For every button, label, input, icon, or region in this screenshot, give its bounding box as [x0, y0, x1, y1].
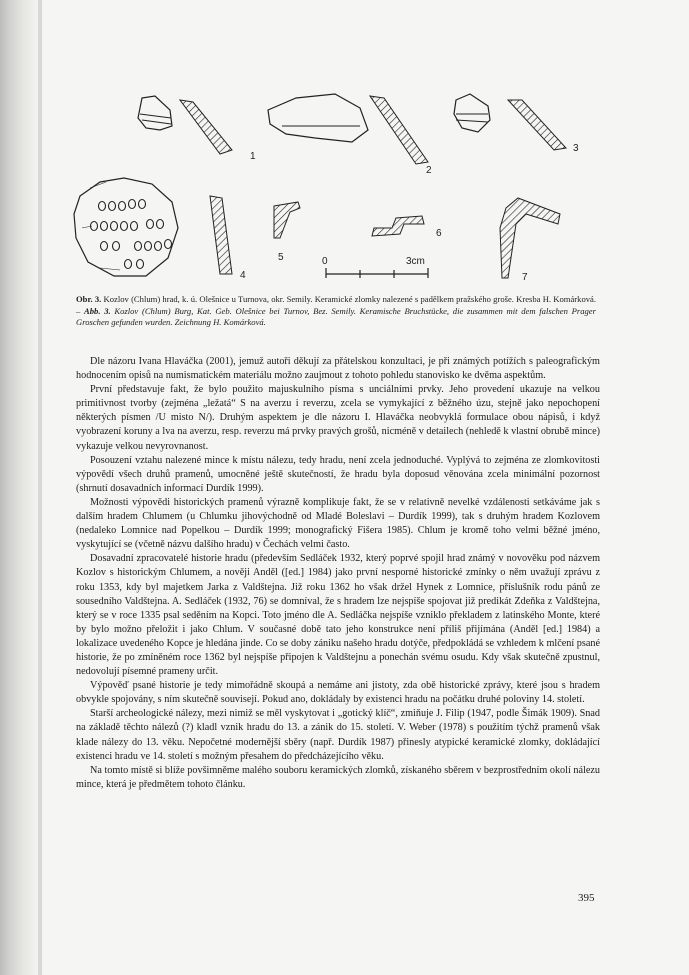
- fragment-6-drawing: [372, 216, 442, 239]
- fragment-4-drawing: [74, 178, 246, 281]
- caption-label-de: Abb. 3.: [84, 305, 111, 316]
- scan-edge: [0, 0, 40, 975]
- scale-label-start: 0: [322, 256, 328, 267]
- figure-caption: [76, 294, 596, 329]
- scale-label-end: 3cm: [406, 256, 425, 267]
- paragraph: Dosavadní zpracovatelé historie hradu (především Sedláček 1932, který poprvé spojil hrad známý v novověku pod názvem Kozlov s historickým Chlumem, a nověji Anděl ([ed.] 1984) jako první nesporné historické zmínky o něm uvažují zprávu z roku 1353, kdy byl majetkem Jarka z Valdštejna. Již roku 1362 ho však držel Hynek z Lomnice, příslušník rodu pánů ze sousedního Valdštejna. A. Sedláček (1932, 76) se domníval, že s hradem lze nejspíše spojovat již predikát Zdeňka z Valdštejna, který se v roce 1335 psal seděním na Kopci. Toto jméno dle A. Sedláčka nejspíše vzniklo překladem z latinského Monte, které by bylo možno přeložit i jako Chlum. V současné době tato jeho konstrukce není příliš přijímána (Anděl [ed.] 1984) a lokalizace uvedeného Kopce je hledána jinde. Co se doby zániku našeho hradu dotýče, předpokládá se vzhledem k mlčení psané historie, že po zmíněném roce 1362 byl nejspíše připojen k Valdštejnu a ponechán svému osudu. Kdy však skutečně zpustnul, nedovolují písemné prameny určit.: [76, 553, 600, 678]
- fragment-label-4: 4: [240, 270, 246, 281]
- paragraph: První představuje fakt, že bylo použito majuskulního písma s unciálními prvky. Jeho provedení ukazuje na velkou primitivnost tvorby (zejména „ležatá“ S na averzu i reverzu, zcela se vymykající z běžného úzu, stejně jako nepochopení některých písmen /U misto N/). Druhým aspektem je dle názoru I. Hlaváčka neobvyklá formulace obou nápisů, i když vyobrazení koruny a lva na averzu, resp. reverzu má prvky pravých grošů, nicméně v detailech (nehledě k vlastní obrubě mince) vykazuje velkou nevyrovnanost.: [76, 384, 600, 452]
- paragraph: Na tomto místě si blíže povšimněme malého souboru keramických zlomků, získaného sběrem v bezprostředním okolí nálezu mince, která je předmětem tohoto článku.: [76, 764, 600, 790]
- fragment-2-drawing: [268, 94, 432, 176]
- figure-ceramic-fragments: [60, 78, 620, 288]
- fragment-label-7: 7: [522, 272, 528, 283]
- fragment-label-3: 3: [573, 143, 579, 154]
- paragraph: Dle názoru Ivana Hlaváčka (2001), jemuž autoři děkují za přátelskou konzultaci, je při známých potížích s paleografickým hodnocením opisů na numismatickém materiálu možno zaujmout z tohoto pohledu stanovisko ke dvěma aspektům.: [76, 356, 600, 382]
- ceramic-drawings: [60, 78, 620, 288]
- caption-text-de: Kozlov (Chlum) Burg, Kat. Geb. Olešnice bei Turnov, Bez. Semily. Keramische Bruchstücke, die zusammen mit dem falschen Prager Groschen gefunden wurden. Zeichnung H. Komárková.: [76, 305, 596, 328]
- scale-bar: [322, 256, 428, 278]
- fragment-7-drawing: [500, 198, 560, 283]
- fragment-1-drawing: [138, 96, 256, 162]
- fragment-label-5: 5: [278, 252, 284, 263]
- caption-label-cz: Obr. 3.: [76, 294, 102, 304]
- caption-text-cz: Kozlov (Chlum) hrad, k. ú. Olešnice u Turnova, okr. Semily. Keramické zlomky nalezené s padělkem pražského groše. Kresba H. Komárková. –: [76, 294, 597, 316]
- paragraph: Výpověď psané historie je tedy mimořádně skoupá a nemáme ani jistoty, zda obě historické zprávy, které jsou s hradem obvykle spojovány, s ním skutečně souvisejí. Pokud ano, dokládaly by existenci hradu na počátku druhé poloviny 14. století.: [76, 680, 600, 706]
- fragment-label-1: 1: [250, 151, 256, 162]
- fragment-label-6: 6: [436, 228, 442, 239]
- paragraph: Posouzení vztahu nalezené mince k místu nálezu, tedy hradu, není zcela jednoduché. Vyplývá to zejména ze zlomkovitosti výpovědí všech druhů pramenů, umocněné ještě skutečností, že hradu byla doposud věnována zcela minimální pozornost (shrnutí dosavadních informací Durdík 1999).: [76, 454, 600, 494]
- fragment-3-drawing: [454, 94, 579, 154]
- article-body: [76, 355, 600, 792]
- paragraph: Starší archeologické nálezy, mezi nimiž se měl vyskytovat i „gotický klíč“, zmiňuje J. Filip (1947, podle Šimák 1909). Snad na základě těchto nálezů (?) kladl vznik hradu do 13. a zánik do 15. století. V. Weber (1978) s použitím týchž pramenů však klade nálezy do 13. věku. Nepočetné modernější sběry (např. Durdík 1987) přinesly atypické keramické zlomky, dokládající existenci hradu ve 14. století s možným přesahem do předcházejícího věku.: [76, 708, 600, 762]
- page-number: 395: [578, 892, 595, 904]
- page-gutter-shadow: [38, 0, 42, 975]
- fragment-label-2: 2: [426, 165, 432, 176]
- paragraph: Možnosti výpovědi historických pramenů výrazně komplikuje fakt, že se v relativně nevelké vzdálenosti setkáváme jak s dalším hradem Chlumem (u Chlumku jihovýchodně od Mladé Boleslavi – Durdík 1999), tak s druhým hradem Kozlovem (nedaleko Lomnice nad Popelkou – Durdík 1999; monografický Fišera 1985). Chlum je kromě toho velmi běžné jméno, vyskytující se (včetně názvu dalšího hradu) v Čechách velmi často.: [76, 496, 600, 551]
- fragment-5-drawing: [274, 202, 300, 263]
